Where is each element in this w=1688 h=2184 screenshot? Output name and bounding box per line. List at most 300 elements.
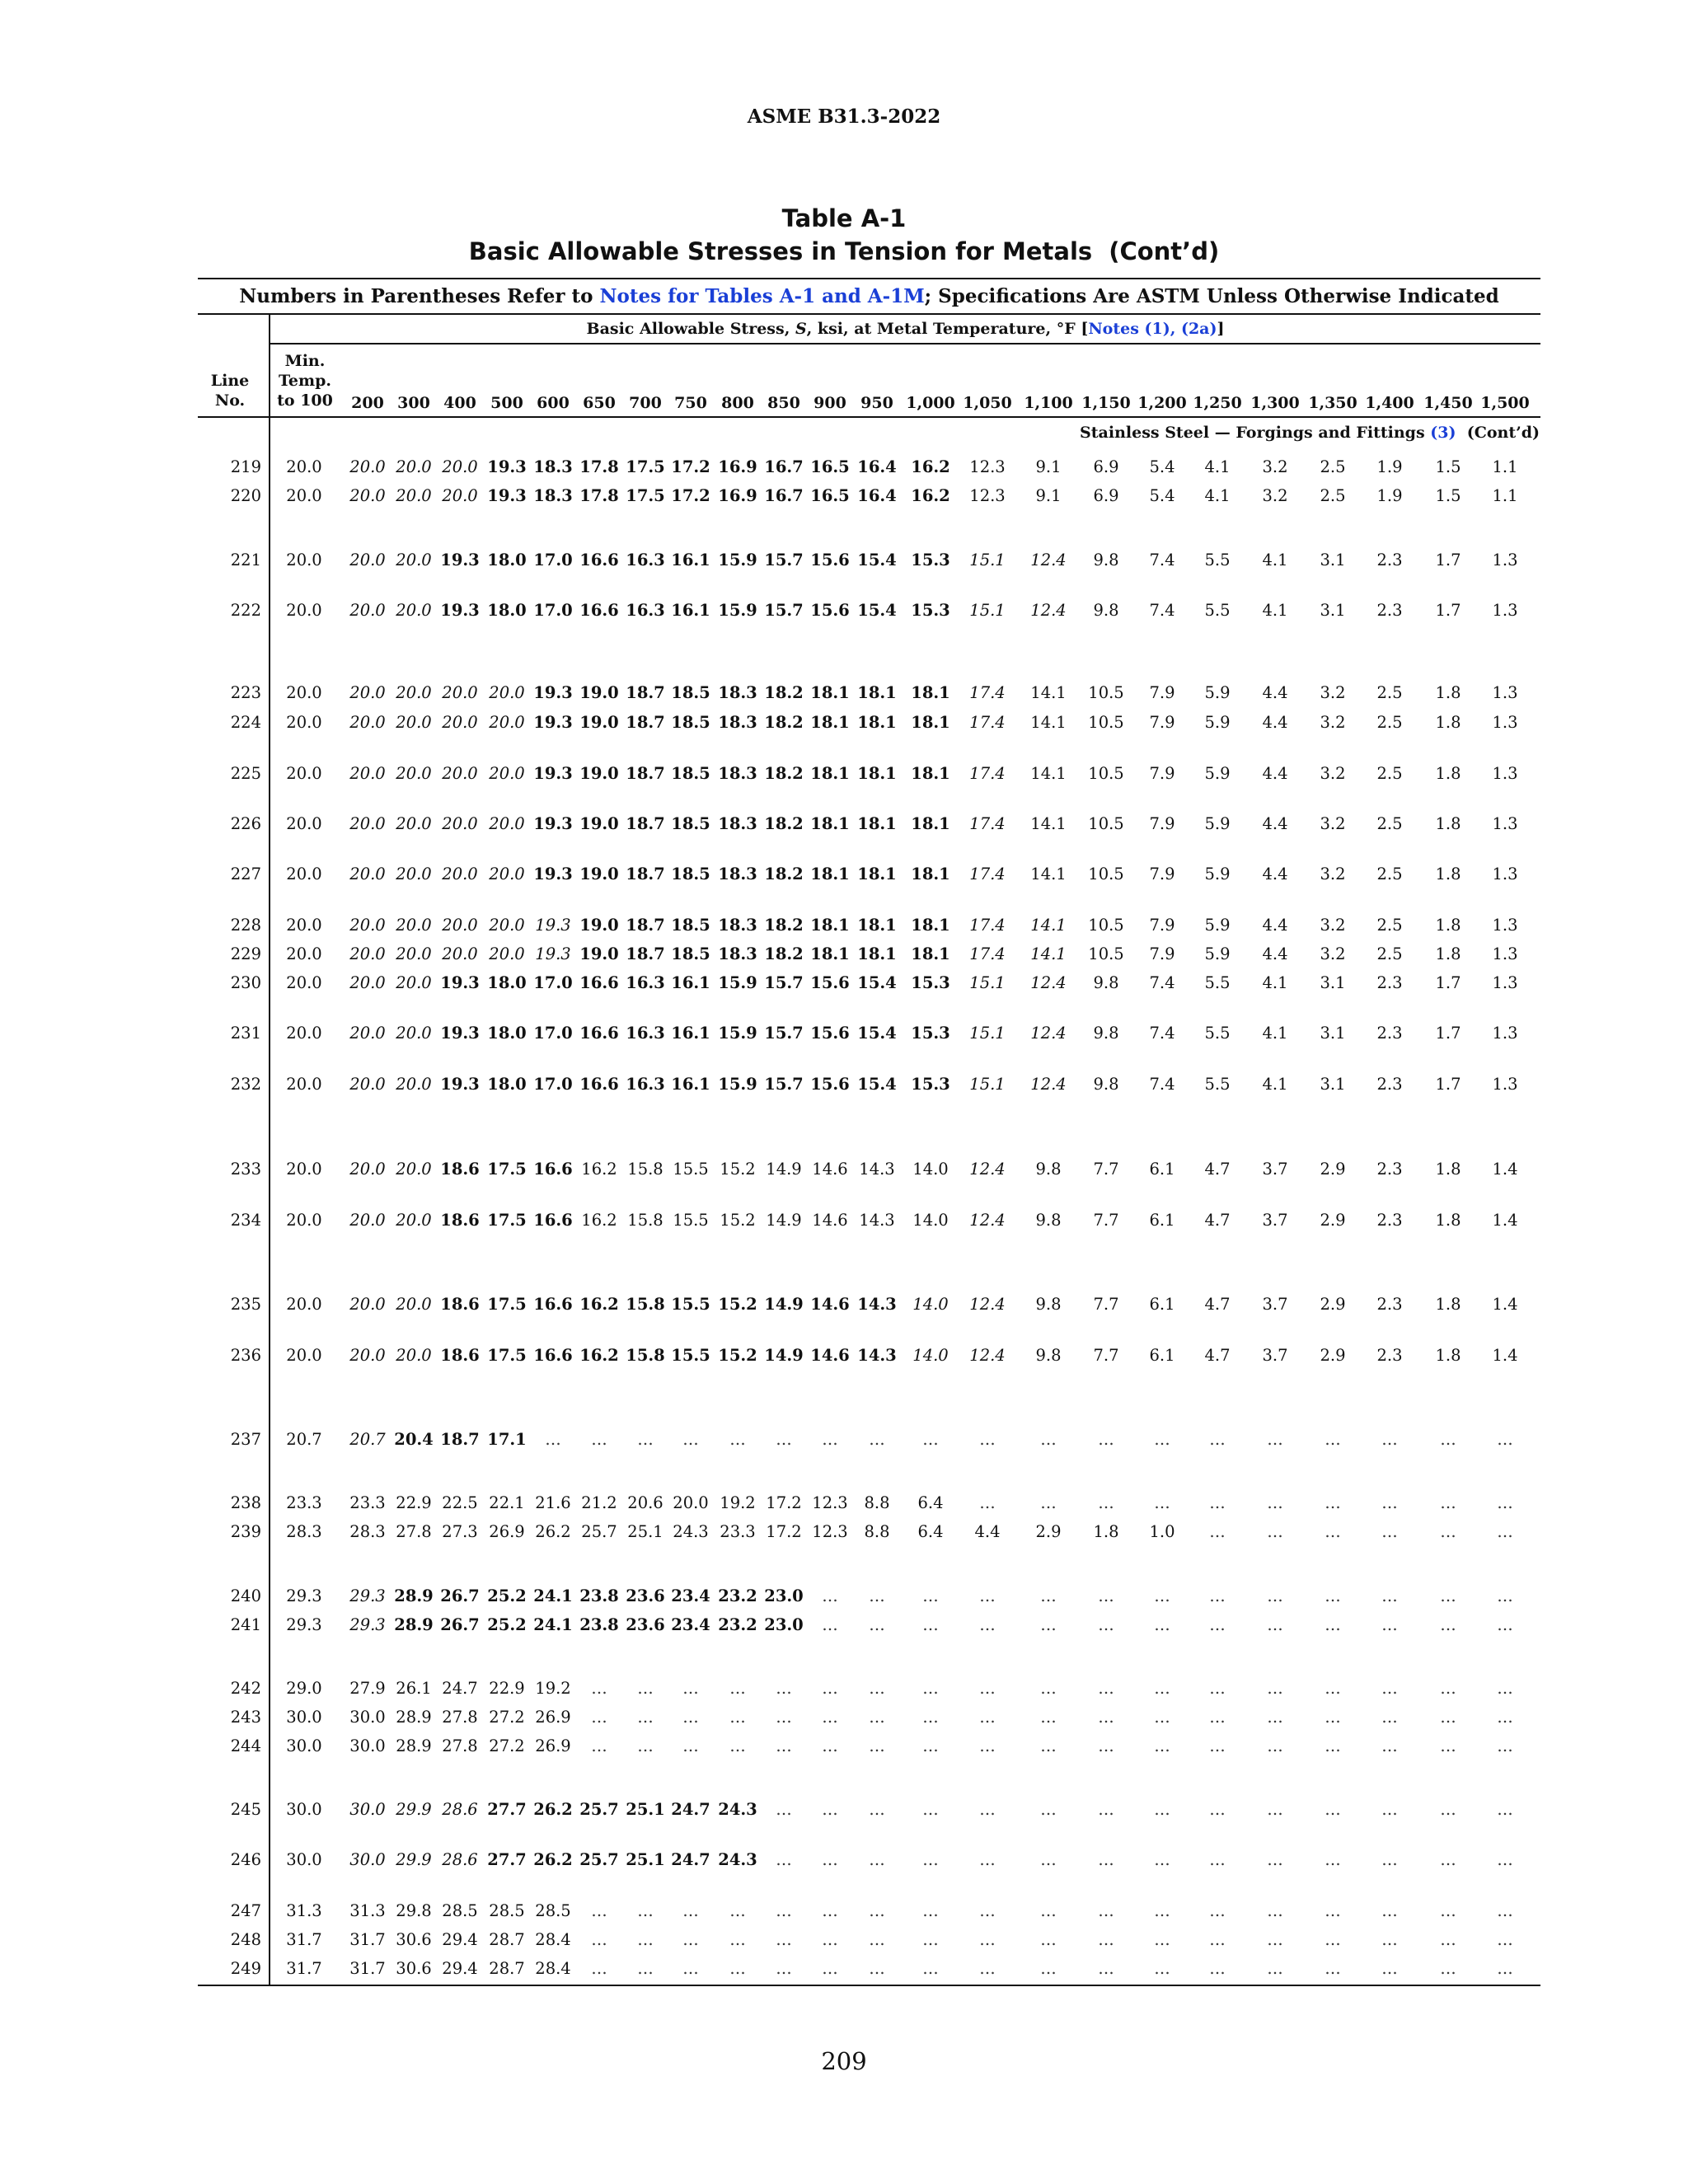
table-cell: 20.0 [489,764,525,783]
table-cell: 1.8 [1435,1211,1461,1230]
table-cell: 1.3 [1492,683,1518,702]
table-cell: 15.6 [810,1075,850,1094]
table-cell: 20.0 [286,865,322,883]
temp-header-1200: 1,200 [1137,394,1187,412]
table-cell: 28.5 [535,1901,571,1920]
table-cell: 17.4 [969,713,1006,732]
table-cell: … [1381,1430,1398,1449]
table-cell: 1.8 [1435,1160,1461,1179]
table-cell: 28.5 [442,1901,478,1920]
table-cell: 23.4 [671,1615,710,1634]
table-cell: 14.9 [764,1346,804,1365]
table-cell: 14.1 [1030,944,1067,963]
table-cell: 28.7 [489,1930,525,1949]
table-cell: 3.2 [1320,916,1346,935]
table-cell: 2.3 [1376,973,1403,992]
table-cell: 3.2 [1320,713,1346,732]
table-cell: … [1267,1615,1283,1634]
table-row [0,1736,1688,1756]
stress-header-text: Basic Allowable Stress, [586,320,795,338]
table-cell: 8.8 [864,1522,890,1541]
table-cell: … [1098,1930,1114,1949]
table-cell: 2.5 [1376,814,1403,833]
table-cell: 10.5 [1088,814,1124,833]
temp-header-1400: 1,400 [1365,394,1414,412]
table-cell: … [922,1901,939,1920]
table-cell: 20.0 [286,1211,322,1230]
stress-header-text2: , ksi, at Metal Temperature, °F [ [806,320,1089,338]
notes-link[interactable]: Notes for Tables A-1 and A-1M [599,285,925,307]
table-cell: 24.1 [533,1586,573,1605]
table-cell: … [729,1708,746,1727]
table-cell: … [1497,1615,1513,1634]
table-cell: … [1267,1850,1283,1869]
table-cell: 28.6 [442,1850,478,1869]
table-cell: 20.0 [349,457,386,476]
table-cell: 20.0 [286,764,322,783]
table-cell: 17.5 [487,1160,527,1179]
table-cell: … [979,1901,996,1920]
table-cell: 16.3 [626,601,665,620]
table-cell: 2.3 [1376,1160,1403,1179]
table-cell: 1.3 [1492,916,1518,935]
table-cell: 2.5 [1320,457,1346,476]
table-row [0,1160,1688,1179]
table-cell: 4.1 [1262,551,1288,569]
table-cell: … [1440,1493,1456,1512]
table-cell: 19.3 [440,551,480,569]
table-cell: 18.5 [671,713,710,732]
temp-header-750: 750 [674,394,707,412]
table-cell: 7.7 [1093,1295,1119,1314]
table-cell: 15.3 [911,601,950,620]
table-cell: 1.7 [1435,1024,1461,1043]
table-cell: 25.1 [627,1522,663,1541]
table-cell: 20.0 [286,1160,322,1179]
table-cell: … [637,1901,654,1920]
table-cell: … [869,1430,885,1449]
table-cell: 18.1 [857,944,897,963]
table-row [0,1024,1688,1043]
table-cell: 23.6 [626,1615,665,1634]
table-cell: … [869,1736,885,1755]
table-cell: 18.1 [911,944,950,963]
table-cell: 19.0 [579,814,619,833]
table-cell: 5.9 [1204,814,1231,833]
table-cell: 20.0 [396,973,432,992]
table-cell: 1.3 [1492,973,1518,992]
table-cell: 1.3 [1492,1075,1518,1094]
table-cell: 23.0 [764,1586,804,1605]
table-cell: 1.3 [1492,814,1518,833]
table-cell: 15.2 [718,1346,757,1365]
table-cell: 19.3 [440,973,480,992]
table-cell: 9.8 [1035,1346,1062,1365]
table-cell: 20.0 [349,764,386,783]
table-cell: … [869,1959,885,1978]
table-cell: … [1154,1430,1170,1449]
table-cell: 17.5 [626,486,665,505]
table-cell: 14.1 [1030,916,1067,935]
table-cell: 1.7 [1435,601,1461,620]
table-cell: 20.0 [396,1211,432,1230]
table-cell: 3.2 [1262,486,1288,505]
temp-header-500: 500 [490,394,523,412]
table-cell: … [822,1586,838,1605]
table-cell: 17.2 [671,457,710,476]
table-row [0,1708,1688,1727]
table-cell: 17.0 [533,601,573,620]
table-cell: 14.3 [859,1211,895,1230]
table-cell: … [729,1930,746,1949]
table-cell: 9.8 [1093,1075,1119,1094]
table-cell: 3.1 [1320,1024,1346,1043]
table-cell: 27.9 [349,1679,386,1698]
table-cell: 20.0 [396,764,432,783]
table-cell: … [637,1930,654,1949]
table-cell: 18.5 [671,865,710,883]
table-cell: … [922,1959,939,1978]
line-number: 227 [230,865,261,883]
table-cell: 16.6 [579,1075,619,1094]
table-cell: 19.0 [579,713,619,732]
table-cell: 20.4 [394,1430,434,1449]
table-cell: … [1325,1930,1341,1949]
table-cell: … [637,1430,654,1449]
table-cell: 24.3 [673,1522,709,1541]
table-cell: 1.0 [1149,1522,1175,1541]
table-cell: … [1040,1430,1057,1449]
table-cell: 18.3 [533,457,573,476]
table-cell: 1.3 [1492,944,1518,963]
table-cell: 1.4 [1492,1295,1518,1314]
bottom-rule [198,1985,1540,1986]
table-cell: … [591,1901,607,1920]
table-cell: 24.7 [671,1850,710,1869]
table-cell: 20.0 [396,814,432,833]
table-cell: 1.7 [1435,1075,1461,1094]
table-row [0,1346,1688,1366]
table-cell: 17.8 [579,486,619,505]
table-cell: … [1098,1430,1114,1449]
table-cell: 20.0 [286,457,322,476]
table-cell: 20.0 [349,1295,386,1314]
table-cell: … [591,1959,607,1978]
stress-header-close: ] [1217,320,1225,338]
table-cell: 15.9 [718,601,757,620]
table-cell: … [1381,1708,1398,1727]
table-cell: 6.9 [1093,457,1119,476]
table-cell: 23.4 [671,1586,710,1605]
table-cell: 16.4 [857,486,897,505]
table-cell: 18.0 [487,1075,527,1094]
table-cell: 18.1 [911,713,950,732]
table-cell: 15.7 [764,601,804,620]
table-cell: 1.8 [1435,865,1461,883]
table-cell: 12.4 [969,1160,1006,1179]
table-cell: 18.7 [440,1430,480,1449]
table-cell: 18.2 [764,683,804,702]
table-cell: 28.6 [442,1800,478,1819]
table-cell: 20.0 [442,865,478,883]
table-cell: 1.1 [1492,457,1518,476]
table-cell: … [1440,1708,1456,1727]
table-cell: 23.6 [626,1586,665,1605]
table-cell: 5.9 [1204,713,1231,732]
table-cell: 14.1 [1030,683,1067,702]
table-cell: 15.6 [810,601,850,620]
table-cell: 17.0 [533,1024,573,1043]
table-cell: 20.0 [442,486,478,505]
table-cell: 20.0 [396,944,432,963]
table-cell: 17.5 [487,1211,527,1230]
table-cell: 3.7 [1262,1346,1288,1365]
table-cell: … [682,1959,699,1978]
table-cell: 7.9 [1149,683,1175,702]
table-cell: … [545,1430,561,1449]
table-cell: … [1040,1850,1057,1869]
table-cell: 7.9 [1149,814,1175,833]
table-cell: 18.1 [810,916,850,935]
table-cell: 15.2 [720,1160,756,1179]
table-cell: 1.3 [1492,551,1518,569]
table-cell: … [1154,1736,1170,1755]
table-cell: … [1440,1901,1456,1920]
line-number: 244 [230,1736,261,1755]
table-cell: 26.7 [440,1586,480,1605]
table-cell: 16.6 [533,1211,573,1230]
table-cell: … [822,1850,838,1869]
table-cell: 18.5 [671,764,710,783]
table-cell: 15.5 [673,1160,709,1179]
table-cell: … [637,1708,654,1727]
table-cell: 18.3 [718,713,757,732]
table-cell: 17.2 [671,486,710,505]
table-cell: 25.7 [579,1850,619,1869]
table-cell: 31.7 [286,1959,322,1978]
table-cell: 18.0 [487,551,527,569]
table-cell: 15.7 [764,973,804,992]
table-cell: … [1497,1708,1513,1727]
temp-header-1150: 1,150 [1081,394,1131,412]
table-row [0,1522,1688,1542]
running-header: ASME B31.3-2022 [747,105,941,128]
table-cell: 22.5 [442,1493,478,1512]
table-cell: 4.7 [1204,1346,1231,1365]
table-cell: 5.5 [1204,973,1231,992]
table-cell: 4.1 [1262,1075,1288,1094]
line-number: 232 [230,1075,261,1094]
table-cell: … [1267,1708,1283,1727]
table-cell: 2.3 [1376,1346,1403,1365]
table-row [0,1586,1688,1606]
table-cell: 10.5 [1088,865,1124,883]
table-cell: … [1497,1901,1513,1920]
table-cell: … [1267,1493,1283,1512]
table-cell: 31.7 [349,1959,386,1978]
caption-text: Basic Allowable Stresses in Tension for Metals [468,237,1093,265]
table-cell: … [1040,1679,1057,1698]
table-cell: … [1440,1679,1456,1698]
table-cell: 10.5 [1088,764,1124,783]
table-cell: 14.3 [859,1160,895,1179]
table-cell: 20.6 [627,1493,663,1512]
table-cell: 22.9 [396,1493,432,1512]
table-cell: 18.7 [626,814,665,833]
table-cell: 5.4 [1149,457,1175,476]
table-cell: … [1098,1586,1114,1605]
table-cell: 15.3 [911,551,950,569]
line-number: 234 [230,1211,261,1230]
table-cell: 14.9 [766,1160,802,1179]
table-cell: 12.3 [969,486,1006,505]
table-cell: 7.9 [1149,764,1175,783]
table-cell: 3.7 [1262,1211,1288,1230]
table-cell: … [1325,1736,1341,1755]
table-cell: 2.9 [1320,1211,1346,1230]
line-number: 221 [230,551,261,569]
table-cell: 15.8 [627,1211,663,1230]
table-cell: 19.3 [533,764,573,783]
table-cell: … [591,1708,607,1727]
line-number: 220 [230,486,261,505]
table-cell: 16.6 [579,1024,619,1043]
table-cell: 5.9 [1204,865,1231,883]
line-number: 231 [230,1024,261,1043]
table-cell: 1.3 [1492,764,1518,783]
table-row [0,1615,1688,1635]
table-row [0,1679,1688,1699]
table-cell: … [1154,1493,1170,1512]
line-number: 243 [230,1708,261,1727]
table-cell: 26.9 [489,1522,525,1541]
table-cell: 2.3 [1376,551,1403,569]
table-cell: 14.0 [912,1211,949,1230]
table-cell: 4.1 [1204,457,1231,476]
table-cell: 18.1 [810,683,850,702]
table-cell: 20.0 [286,944,322,963]
table-cell: … [1381,1901,1398,1920]
table-cell: 9.8 [1093,1024,1119,1043]
table-row [0,1959,1688,1979]
table-cell: 16.4 [857,457,897,476]
table-cell: 14.0 [912,1160,949,1179]
table-cell: … [1497,1430,1513,1449]
table-cell: … [1325,1901,1341,1920]
table-cell: 20.0 [286,916,322,935]
table-cell: 12.4 [969,1346,1006,1365]
table-cell: 30.0 [286,1800,322,1819]
table-cell: … [1497,1493,1513,1512]
table-cell: 4.4 [1262,814,1288,833]
table-cell: 15.8 [626,1346,665,1365]
table-cell: … [1325,1679,1341,1698]
table-cell: 6.1 [1149,1346,1175,1365]
line-number: 238 [230,1493,261,1512]
table-cell: 20.0 [349,1024,386,1043]
table-cell: … [1154,1901,1170,1920]
table-cell: 26.9 [535,1736,571,1755]
table-cell: 3.1 [1320,1075,1346,1094]
table-row [0,1850,1688,1870]
table-cell: 15.4 [857,1075,897,1094]
stress-notes-link[interactable]: Notes (1), (2a) [1088,320,1217,338]
table-cell: … [776,1800,792,1819]
table-cell: … [1325,1430,1341,1449]
table-cell: … [776,1708,792,1727]
table-cell: 18.1 [857,713,897,732]
table-cell: 20.0 [396,1160,432,1179]
table-cell: … [1381,1959,1398,1978]
table-cell: 4.1 [1262,1024,1288,1043]
table-cell: 28.4 [535,1930,571,1949]
table-cell: 20.0 [396,1024,432,1043]
table-cell: 16.7 [764,457,804,476]
line-number: 237 [230,1430,261,1449]
table-cell: … [1440,1586,1456,1605]
table-cell: 30.0 [286,1850,322,1869]
table-cell: 20.0 [396,713,432,732]
table-cell: 23.3 [286,1493,322,1512]
table-cell: 29.0 [286,1679,322,1698]
table-cell: 18.6 [440,1211,480,1230]
temp-header-200: 200 [351,394,384,412]
table-cell: … [729,1679,746,1698]
table-cell: … [1381,1679,1398,1698]
table-cell: 1.8 [1093,1522,1119,1541]
table-cell: 27.8 [442,1736,478,1755]
table-cell: 5.5 [1204,1075,1231,1094]
table-cell: … [869,1708,885,1727]
table-cell: 18.6 [440,1160,480,1179]
table-cell: … [1154,1930,1170,1949]
table-cell: 10.5 [1088,713,1124,732]
table-cell: 20.0 [349,683,386,702]
section-heading [1080,424,1540,442]
table-cell: … [1209,1679,1226,1698]
table-cell: 16.6 [579,551,619,569]
table-cell: … [1381,1930,1398,1949]
table-cell: 14.1 [1030,865,1067,883]
table-cell: 23.8 [579,1586,619,1605]
line-number: 242 [230,1679,261,1698]
table-cell: 18.3 [718,764,757,783]
table-cell: 5.5 [1204,551,1231,569]
table-cell: 20.0 [349,916,386,935]
table-cell: 17.4 [969,865,1006,883]
table-cell: 28.3 [349,1522,386,1541]
table-cell: 9.8 [1035,1211,1062,1230]
table-cell: … [1098,1959,1114,1978]
table-cell: … [922,1708,939,1727]
temp-header-1450: 1,450 [1423,394,1473,412]
line-number: 223 [230,683,261,702]
table-cell: 18.1 [857,764,897,783]
table-cell: 6.1 [1149,1160,1175,1179]
table-cell: 15.1 [969,601,1006,620]
line-header-2: No. [214,391,246,410]
table-cell: 18.5 [671,916,710,935]
table-cell: … [591,1430,607,1449]
table-cell: 28.9 [396,1708,432,1727]
table-cell: 18.3 [533,486,573,505]
table-cell: 24.1 [533,1615,573,1634]
table-cell: 16.3 [626,551,665,569]
table-cell: … [729,1901,746,1920]
table-cell: 27.7 [487,1850,527,1869]
section-note-link[interactable]: (3) [1430,424,1456,442]
table-cell: 18.0 [487,973,527,992]
